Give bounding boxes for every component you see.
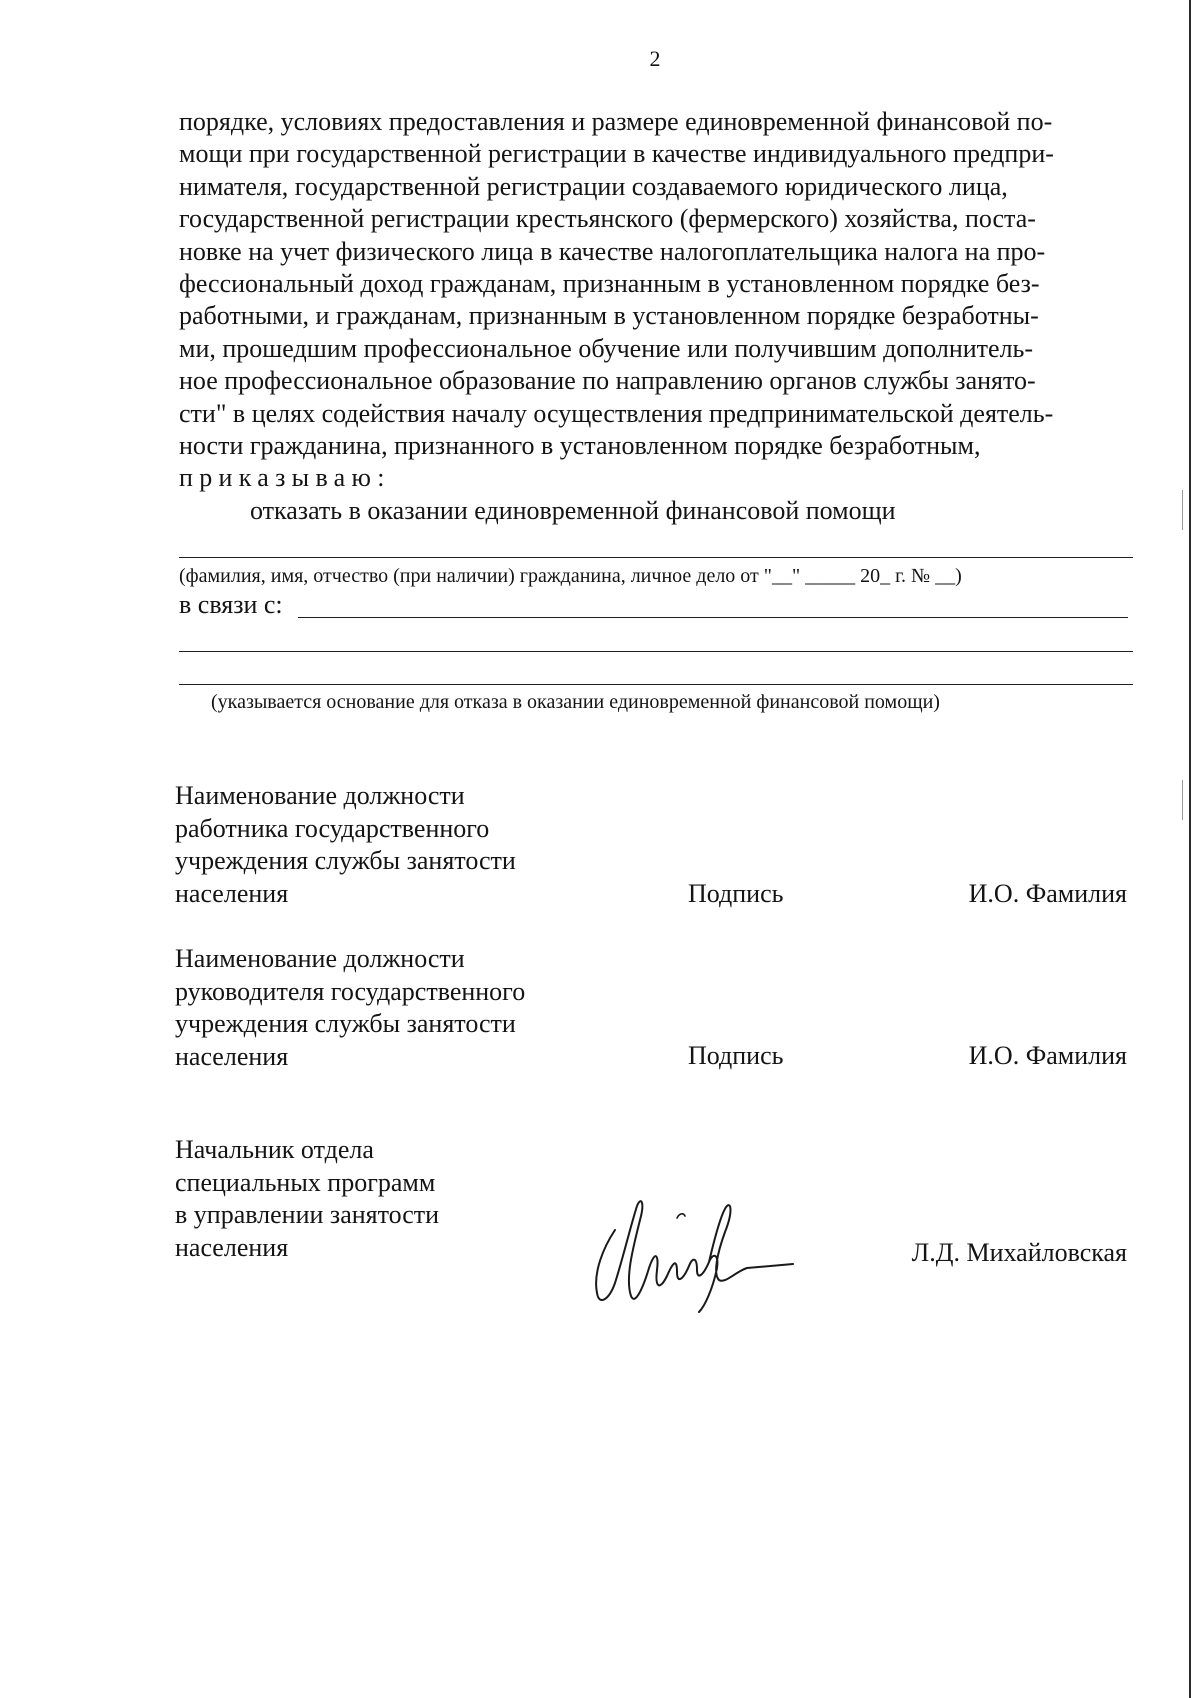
body-line: работными, и гражданам, признанным в установленном порядке безработны- xyxy=(179,301,1039,331)
body-line: ное профессиональное образование по направлению органов службы занято- xyxy=(179,366,1036,396)
signatory-2-name: И.О. Фамилия xyxy=(968,1041,1127,1070)
page-number: 2 xyxy=(649,46,661,71)
position-line: населения xyxy=(175,878,289,908)
position-line: работника государственного xyxy=(175,813,490,843)
position-line: Наименование должности xyxy=(175,944,465,973)
body-line: порядке, условиях предоставления и размере единовременной финансовой по- xyxy=(179,107,1053,136)
body-line: ми, прошедшим профессиональное обучение или получившим дополнитель- xyxy=(179,333,1034,363)
body-line: ности гражданина, признанного в установленном порядке безработным, xyxy=(179,431,981,461)
body-line: новке на учет физического лица в качестве налогоплательщика налога на про- xyxy=(179,236,1046,266)
signatory-3-name: Л.Д. Михайловская xyxy=(911,1238,1127,1267)
scan-edge-mark xyxy=(1182,780,1183,820)
body-paragraph xyxy=(179,106,1133,495)
citizen-fill-line xyxy=(179,557,1133,558)
signature-placeholder-1: Подпись xyxy=(688,879,784,908)
position-line: специальных программ xyxy=(175,1167,436,1197)
signatory-2-position xyxy=(175,943,595,1073)
position-line: руководителя государственного xyxy=(175,976,526,1006)
position-line: населения xyxy=(175,1232,289,1262)
scan-edge xyxy=(1189,0,1191,1698)
signature-placeholder-2: Подпись xyxy=(688,1041,784,1070)
reason-fill-line-3 xyxy=(179,684,1133,685)
position-line: населения xyxy=(175,1041,289,1071)
body-line: государственной регистрации крестьянского (фермерского) хозяйства, поста- xyxy=(179,204,1036,234)
reason-fill-line xyxy=(298,617,1128,618)
position-line: Начальник отдела xyxy=(175,1135,374,1164)
scan-edge-mark xyxy=(1182,490,1183,530)
position-line: в управлении занятости xyxy=(175,1200,440,1229)
body-line: сти" в целях содействия началу осуществления предпринимательской деятель- xyxy=(179,398,1054,428)
body-line: мощи при государственной регистрации в качестве индивидуального предпри- xyxy=(179,139,1054,169)
reason-fill-line-2 xyxy=(179,651,1133,652)
citizen-hint: (фамилия, имя, отчество (при наличии) гражданина, личное дело от "__" _____ 20_ г. № __) xyxy=(179,565,962,587)
reason-label: в связи с: xyxy=(179,590,283,619)
position-line: учреждения службы занятости xyxy=(175,846,516,875)
position-line: Наименование должности xyxy=(175,781,465,810)
handwritten-signature xyxy=(585,1188,815,1313)
signatory-3-position xyxy=(175,1134,595,1264)
body-line: фессиональный доход гражданам, признанным в установленном порядке без- xyxy=(179,269,1040,299)
position-line: учреждения службы занятости xyxy=(175,1009,516,1038)
reason-hint: (указывается основание для отказа в оказании единовременной финансовой помощи) xyxy=(211,691,940,713)
order-word: приказываю: xyxy=(179,463,391,493)
signatory-1-name: И.О. Фамилия xyxy=(968,879,1127,908)
body-line: нимателя, государственной регистрации создаваемого юридического лица, xyxy=(179,171,1008,201)
refuse-statement: отказать в оказании единовременной финансовой помощи xyxy=(250,496,896,525)
signatory-1-position xyxy=(175,780,595,910)
